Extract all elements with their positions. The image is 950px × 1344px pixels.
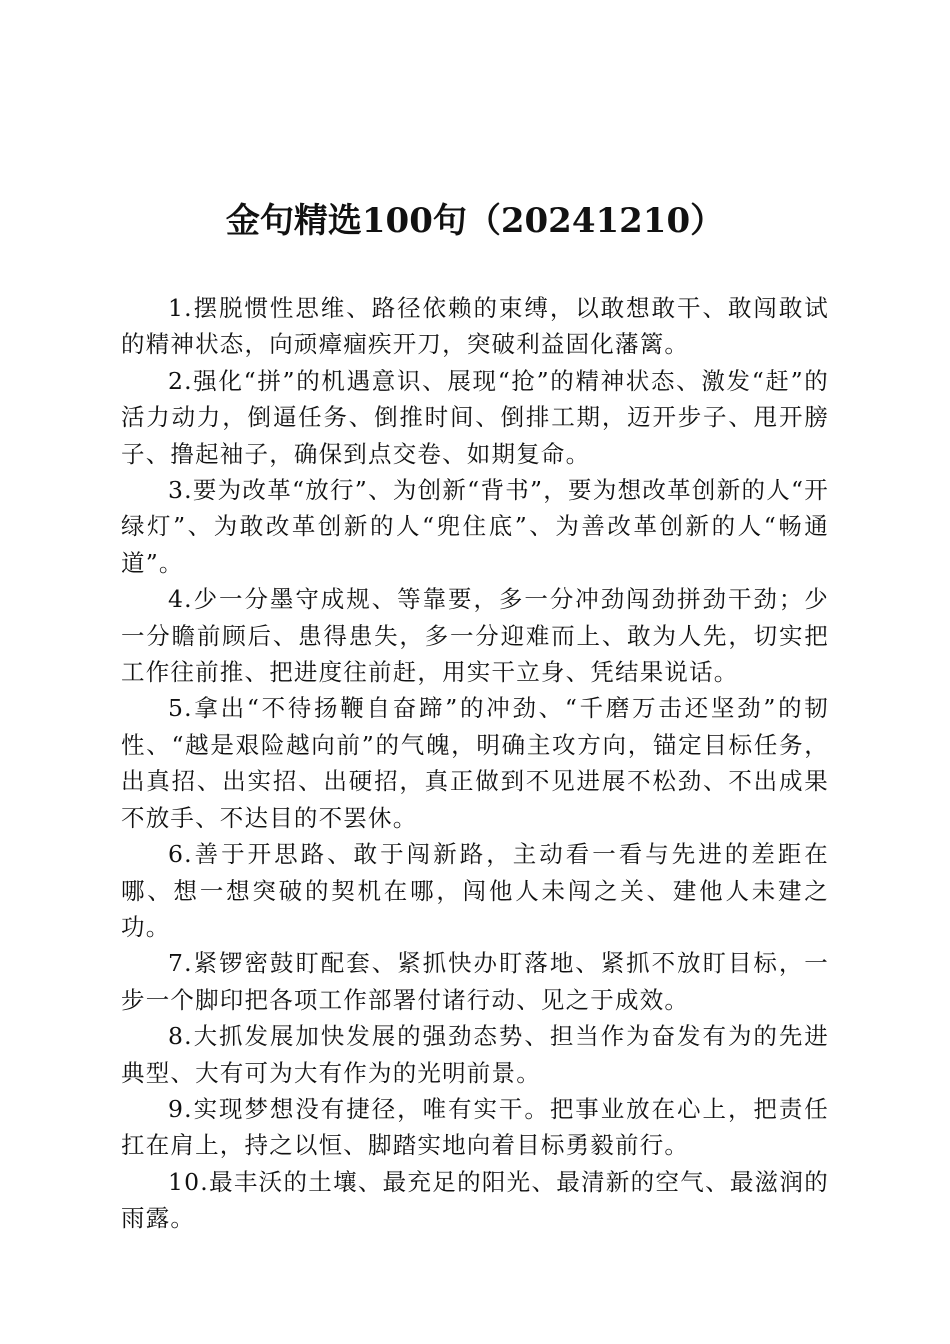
paragraph-2: 2.强化“拼”的机遇意识、展现“抢”的精神状态、激发“赶”的活力动力，倒逼任务、倒推时间、倒排工期，迈开步子、甩开膀子、撸起袖子，确保到点交卷、如期复命。: [121, 366, 829, 468]
document-title: 金句精选100句（20241210）: [225, 201, 725, 241]
paragraph-3: 3.要为改革“放行”、为创新“背书”，要为想改革创新的人“开绿灯”、为敢改革创新的人“兜住底”、为善改革创新的人“畅通道”。: [121, 476, 829, 577]
paragraph-8: 8.大抓发展加快发展的强劲态势、担当作为奋发有为的先进典型、大有可为大有作为的光明前景。: [121, 1022, 829, 1087]
paragraph-4: 4.少一分墨守成规、等靠要，多一分冲劲闯劲拼劲干劲；少一分瞻前顾后、患得患失，多一分迎难而上、敢为人先，切实把工作往前推、把进度往前赶，用实干立身、凭结果说话。: [121, 585, 829, 687]
paragraph-10: 10.最丰沃的土壤、最充足的阳光、最清新的空气、最滋润的雨露。: [121, 1167, 829, 1233]
paragraph-6: 6.善于开思路、敢于闯新路，主动看一看与先进的差距在哪、想一想突破的契机在哪，闯他人未闯之关、建他人未建之功。: [121, 840, 829, 941]
paragraph-7: 7.紧锣密鼓盯配套、紧抓快办盯落地、紧抓不放盯目标，一步一个脚印把各项工作部署付诸行动、见之于成效。: [121, 949, 829, 1014]
document-body: [121, 290, 829, 1237]
paragraph-1: 1.摆脱惯性思维、路径依赖的束缚，以敢想敢干、敢闯敢试的精神状态，向顽瘴痼疾开刀，突破利益固化藩篱。: [121, 294, 829, 359]
paragraph-5: 5.拿出“不待扬鞭自奋蹄”的冲劲、“千磨万击还坚劲”的韧性、“越是艰险越向前”的气魄，明确主攻方向，锚定目标任务，出真招、出实招、出硬招，真正做到不见进展不松劲、不出成果不放手、不达目的不罢休。: [121, 694, 829, 832]
paragraph-9: 9.实现梦想没有捷径，唯有实干。把事业放在心上，把责任扛在肩上，持之以恒、脚踏实地向着目标勇毅前行。: [121, 1094, 829, 1160]
